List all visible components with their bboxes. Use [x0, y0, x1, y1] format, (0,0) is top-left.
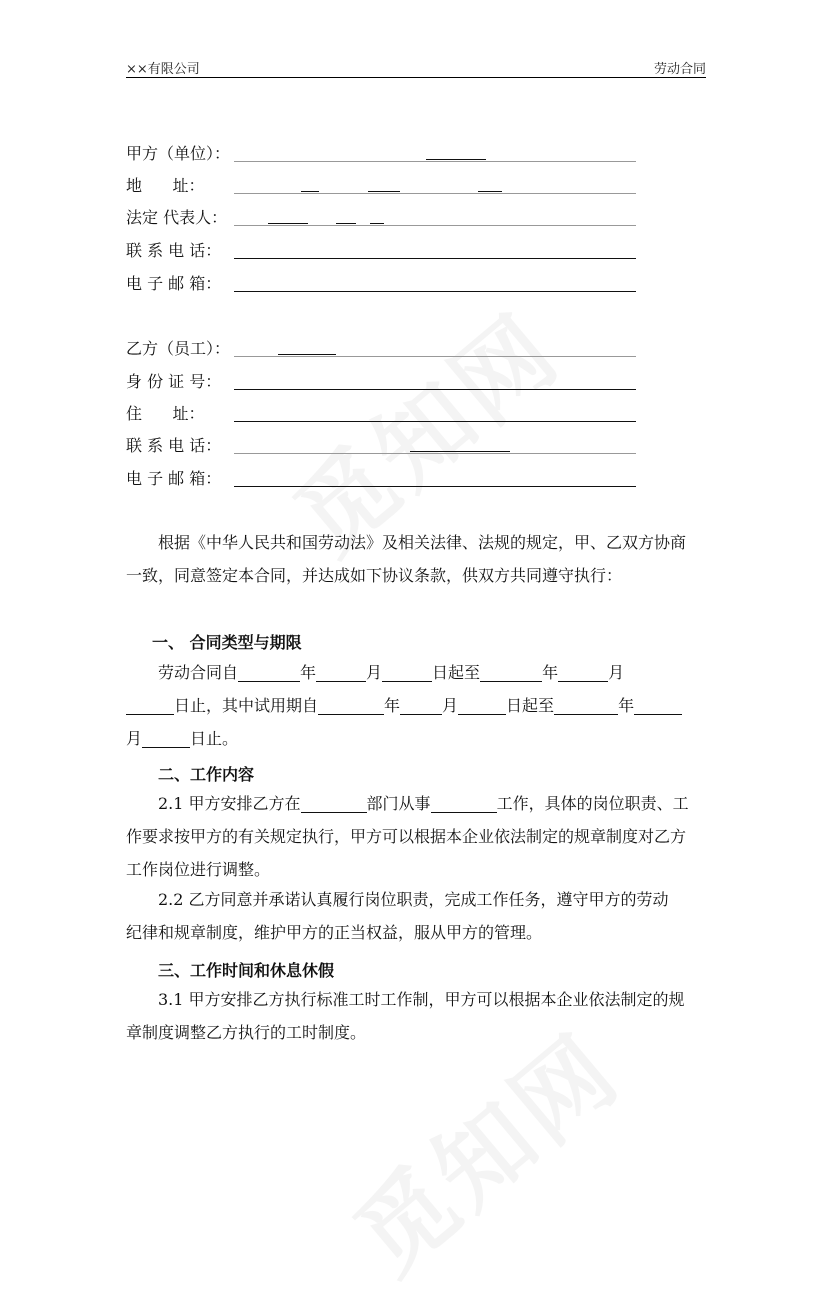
month-text: 月	[442, 696, 459, 715]
s3-p1-text-b: 章制度调整乙方执行的工时制度。	[126, 1023, 367, 1042]
underline-segment	[370, 223, 384, 224]
party-b-phone-label: 联 系 电 话：	[126, 436, 222, 455]
page-header	[126, 58, 706, 76]
day-from-text: 日起至	[506, 696, 555, 715]
blank-day[interactable]	[142, 729, 190, 748]
section-3-heading: 三、工作时间和休息休假	[158, 961, 335, 980]
header-company: ××有限公司	[126, 62, 200, 77]
s2-p1-text-a: 2.1 甲方安排乙方在	[158, 794, 301, 813]
party-b-address-label: 住 址：	[126, 404, 205, 423]
month-text: 月	[366, 663, 383, 682]
section-3-paragraph-1	[126, 983, 706, 1049]
blank-job[interactable]	[431, 794, 497, 813]
blank-department[interactable]	[301, 794, 367, 813]
blank-year[interactable]	[318, 696, 384, 715]
underline-segment	[268, 223, 308, 224]
month-text: 月	[608, 663, 625, 682]
underline-segment	[368, 191, 400, 192]
header-divider	[126, 77, 706, 78]
party-a-unit-label: 甲方（单位）：	[126, 144, 231, 163]
blank-day[interactable]	[382, 663, 432, 682]
year-text: 年	[384, 696, 401, 715]
party-a-address-label: 地 址：	[126, 176, 205, 195]
day-from-text: 日起至	[432, 663, 481, 682]
section-2-paragraph-2	[126, 883, 706, 949]
blank-year[interactable]	[238, 663, 300, 682]
underline-segment	[410, 451, 510, 452]
blank-month[interactable]	[400, 696, 442, 715]
section-2-heading: 二、工作内容	[158, 765, 255, 784]
probation-text: 日止，其中试用期自	[174, 696, 319, 715]
s2-p1-text-d: 作要求按甲方的有关规定执行，甲方可以根据本企业依法制定的规章制度对乙方	[126, 827, 687, 846]
blank-year[interactable]	[554, 696, 618, 715]
party-b-email-line	[234, 486, 636, 487]
party-a-address-line	[234, 193, 636, 194]
party-a-unit-line	[234, 161, 636, 162]
s2-p1-text-c: 工作，具体的岗位职责、工	[496, 794, 689, 813]
s2-p2-text-b: 纪律和规章制度，维护甲方的正当权益，服从甲方的管理。	[126, 923, 543, 942]
day-end-text: 日止。	[190, 729, 239, 748]
month-text: 月	[126, 729, 143, 748]
intro-line-1: 根据《中华人民共和国劳动法》及相关法律、法规的规定，甲、乙双方协商	[158, 533, 687, 552]
party-a-phone-label: 联 系 电 话：	[126, 241, 222, 260]
party-b-unit-line	[234, 356, 636, 357]
blank-day[interactable]	[126, 696, 174, 715]
contract-from-text: 劳动合同自	[158, 663, 239, 682]
party-a-rep-label: 法定 代表人：	[126, 208, 228, 227]
party-a-email-line	[234, 291, 636, 292]
s3-p1-text-a: 3.1 甲方安排乙方执行标准工时工作制，甲方可以根据本企业依法制定的规	[158, 990, 685, 1009]
underline-segment	[478, 191, 502, 192]
s2-p1-text-b: 部门从事	[366, 794, 431, 813]
underline-segment	[301, 191, 319, 192]
section-1-paragraph	[126, 656, 706, 755]
section-2-paragraph-1	[126, 787, 706, 886]
year-text: 年	[542, 663, 559, 682]
party-b-phone-line	[234, 453, 636, 454]
blank-month[interactable]	[634, 696, 682, 715]
blank-month[interactable]	[316, 663, 366, 682]
underline-segment	[278, 354, 336, 355]
blank-month[interactable]	[558, 663, 608, 682]
year-text: 年	[300, 663, 317, 682]
s2-p1-text-e: 工作岗位进行调整。	[126, 860, 271, 879]
section-1-heading: 一、 合同类型与期限	[152, 633, 302, 652]
intro-line-2: 一致，同意签定本合同，并达成如下协议条款，供双方共同遵守执行：	[126, 566, 623, 585]
party-b-id-line	[234, 389, 636, 390]
party-b-id-label: 身 份 证 号：	[126, 372, 222, 391]
party-b-email-label: 电 子 邮 箱：	[126, 469, 222, 488]
header-doc-title: 劳动合同	[653, 62, 706, 77]
underline-segment	[426, 159, 486, 160]
party-b-unit-label: 乙方（员工）：	[126, 339, 231, 358]
underline-segment	[336, 223, 356, 224]
s2-p2-text-a: 2.2 乙方同意并承诺认真履行岗位职责，完成工作任务，遵守甲方的劳动	[158, 890, 669, 909]
party-a-phone-line	[234, 258, 636, 259]
party-a-email-label: 电 子 邮 箱：	[126, 274, 222, 293]
party-b-address-line	[234, 421, 636, 422]
blank-day[interactable]	[458, 696, 506, 715]
year-text: 年	[618, 696, 635, 715]
intro-paragraph	[126, 526, 706, 592]
party-a-rep-line	[234, 225, 636, 226]
blank-year[interactable]	[480, 663, 542, 682]
